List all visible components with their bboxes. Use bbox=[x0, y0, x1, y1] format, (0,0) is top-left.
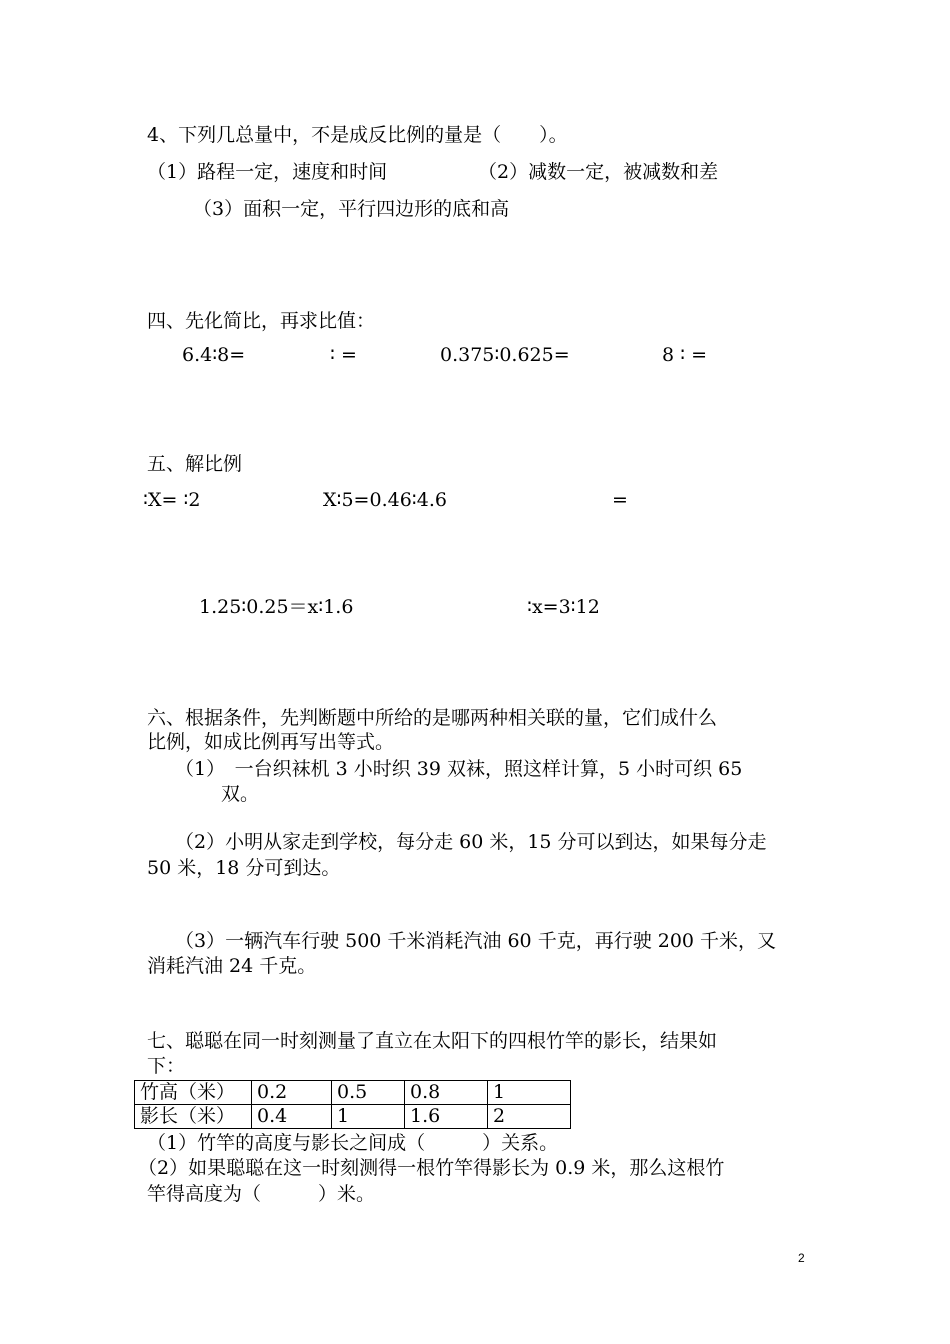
section5-title: 五、解比例 bbox=[147, 453, 243, 475]
section5-expr-2: X∶5=0.46∶4.6 bbox=[323, 489, 447, 511]
table-cell: 0.2 bbox=[252, 1081, 332, 1105]
section7-title-line-2: 下： bbox=[147, 1055, 186, 1077]
section6-problem-2-line-2: 50 米，18 分可到达。 bbox=[147, 857, 341, 879]
section7-question-2-line-1: （2）如果聪聪在这一时刻测得一根竹竿得影长为 0.9 米，那么这根竹 bbox=[138, 1157, 725, 1179]
section5-expr-3: = bbox=[612, 489, 628, 511]
section7-question-2-line-2: 竿得高度为（ ）米。 bbox=[147, 1183, 376, 1205]
table-cell: 1.6 bbox=[405, 1105, 488, 1129]
section7-question-1: （1）竹竿的高度与影长之间成（ ）关系。 bbox=[147, 1132, 559, 1154]
section6-title-line-2: 比例，如成比例再写出等式。 bbox=[147, 731, 395, 753]
section6-problem-3-line-1: （3）一辆汽车行驶 500 千米消耗汽油 60 千克，再行驶 200 千米，又 bbox=[175, 930, 777, 952]
section7-title-line-1: 七、聪聪在同一时刻测量了直立在太阳下的四根竹竿的影长，结果如 bbox=[147, 1030, 718, 1052]
section6-problem-1-line-1: （1） 一台织袜机 3 小时织 39 双袜，照这样计算，5 小时可织 65 bbox=[175, 758, 743, 780]
q4-title: 4、下列几总量中，不是成反比例的量是（ ）。 bbox=[147, 124, 568, 146]
section4-expr-2: ∶ = bbox=[330, 344, 357, 366]
q4-option-2: （2）减数一定，被减数和差 bbox=[478, 161, 719, 183]
table-row bbox=[135, 1081, 571, 1105]
section6-title-line-1: 六、根据条件，先判断题中所给的是哪两种相关联的量，它们成什么 bbox=[147, 707, 718, 729]
table-cell: 0.8 bbox=[405, 1081, 488, 1105]
section4-title: 四、先化简比，再求比值： bbox=[147, 310, 376, 332]
section4-expr-1: 6.4∶8= bbox=[182, 344, 246, 366]
q4-option-3: （3）面积一定，平行四边形的底和高 bbox=[193, 198, 510, 220]
section6-problem-2-line-1: （2）小明从家走到学校，每分走 60 米，15 分可以到达，如果每分走 bbox=[175, 831, 767, 853]
table-cell: 影长（米） bbox=[135, 1105, 252, 1129]
page-number: 2 bbox=[798, 1251, 805, 1265]
table-cell: 1 bbox=[488, 1081, 571, 1105]
section6-problem-1-line-2: 双。 bbox=[221, 783, 260, 805]
table-cell: 竹高（米） bbox=[135, 1081, 252, 1105]
table-row bbox=[135, 1105, 571, 1129]
section4-expr-3: 0.375∶0.625= bbox=[440, 344, 570, 366]
table-cell: 2 bbox=[488, 1105, 571, 1129]
table-cell: 0.5 bbox=[332, 1081, 405, 1105]
section5-expr-4: 1.25∶0.25＝x∶1.6 bbox=[199, 596, 354, 618]
table-cell: 0.4 bbox=[252, 1105, 332, 1129]
section4-expr-4: 8 ∶ = bbox=[662, 344, 708, 366]
table-cell: 1 bbox=[332, 1105, 405, 1129]
section5-expr-1: ∶X= ∶2 bbox=[143, 489, 201, 511]
bamboo-table bbox=[134, 1080, 571, 1129]
section6-problem-3-line-2: 消耗汽油 24 千克。 bbox=[147, 955, 317, 977]
section5-expr-5: ∶x=3∶12 bbox=[527, 596, 600, 618]
q4-option-1: （1）路程一定，速度和时间 bbox=[147, 161, 388, 183]
